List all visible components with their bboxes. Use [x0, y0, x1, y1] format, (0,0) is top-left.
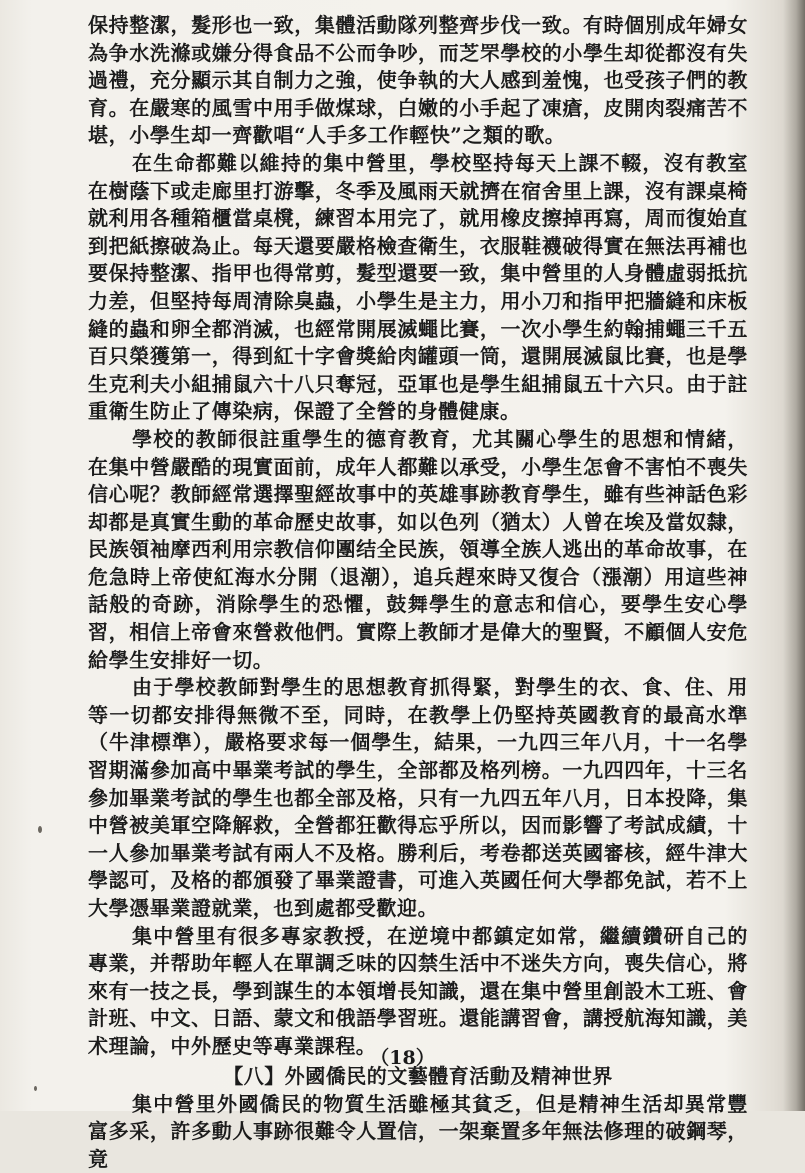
- paragraph-2: 在生命都難以維持的集中營里，學校堅持每天上課不輟，沒有教室在樹蔭下或走廊里打游擊，冬季及風雨天就擠在宿舍里上課，沒有課桌椅就利用各種箱櫃當桌櫈，練習本用完了，就用橡皮擦掉再寫，周而復始直到把紙擦破為止。每天還要嚴格檢查衛生，衣服鞋襪破得實在無法再補也要保持整潔、指甲也得常剪，髮型還要一致，集中營里的人身體虛弱抵抗力差，但堅持每周清除臭蟲，小學生是主力，用小刀和指甲把牆縫和床板縫的蟲和卵全都消滅，也經常開展滅蠅比賽，一次小學生約翰捕蠅三千五百只榮獲第一，得到紅十字會獎給肉罐頭一筒，還開展滅鼠比賽，也是學生克利夫小組捕鼠六十八只奪冠，亞軍也是學生組捕鼠五十六只。由于註重衛生防止了傳染病，保證了全營的身體健康。: [88, 150, 748, 424]
- paragraph-6: 集中營里外國僑民的物質生活雖極其貧乏，但是精神生活却異常豐富多采，許多動人事跡很難令人置信，一架棄置多年無法修理的破鋼琴，竟: [88, 1091, 748, 1171]
- scan-speck: [38, 826, 42, 833]
- paragraph-3: 學校的教師很註重學生的德育教育，尤其關心學生的思想和情緒，在集中營嚴酷的現實面前，成年人都難以承受，小學生怎會不害怕不喪失信心呢？教師經常選擇聖經故事中的英雄事跡教育學生，雖有些神話色彩却都是真實生動的革命歷史故事，如以色列（猶太）人曾在埃及當奴隸，民族領袖摩西利用宗教信仰團结全民族，領導全族人逃出的革命故事，在危急時上帝使紅海水分開（退潮），追兵趕來時又復合（漲潮）用這些神話般的奇跡，消除學生的恐懼，鼓舞學生的意志和信心，要學生安心學習，相信上帝會來營救他們。實際上教師才是偉大的聖賢，不顧個人安危給學生安排好一切。: [88, 426, 748, 672]
- binding-shadow: [783, 0, 805, 1111]
- page-body: [88, 12, 748, 1173]
- page-number: （18）: [370, 1047, 435, 1069]
- paragraph-5: 集中營里有很多專家教授，在逆境中都鎮定如常，繼續鑽研自己的專業，并帮助年輕人在單調乏味的囚禁生活中不迷失方向，喪失信心，將來有一技之長，學到謀生的本領增長知識，還在集中營里創設木工班、會計班、中文、日語、蒙文和俄語學習班。還能講習會，講授航海知識，美术理論，中外歷史等專業課程。: [88, 923, 748, 1058]
- paragraph-1: 保持整潔，髮形也一致，集體活動隊列整齊步伐一致。有時個別成年婦女為争水洗滌或嫌分得食品不公而争吵，而芝罘學校的小學生却從都沒有失過禮，充分顯示其自制力之強，使争執的大人感到羞愧，也受孩子們的教育。在嚴寒的風雪中用手做煤球，白嫩的小手起了凍瘡，皮開肉裂痛苦不堪，小學生却一齊歡唱“人手多工作輕快”之類的歌。: [88, 13, 748, 148]
- scan-speck: [34, 1086, 37, 1091]
- section-heading: 【八】外國僑民的文藝體育活動及精神世界: [223, 1063, 613, 1088]
- paragraph-4: 由于學校教師對學生的思想教育抓得緊，對學生的衣、食、住、用等一切都安排得無微不至，同時，在教學上仍堅持英國教育的最高水準（牛津標準），嚴格要求每一個學生，結果，一九四三年八月，十一名學習期滿參加高中畢業考試的學生，全部都及格列榜。一九四四年，十三名參加畢業考試的學生也都全部及格，只有一九四五年八月，日本投降，集中營被美軍空降解救，全營都狂歡得忘乎所以，因而影響了考試成績，十一人參加畢業考試有兩人不及格。勝利后，考卷都送英國審核，經牛津大學認可，及格的都頒發了畢業證書，可進入英國任何大學都免試，若不上大學憑畢業證就業，也到處都受歡迎。: [88, 675, 748, 920]
